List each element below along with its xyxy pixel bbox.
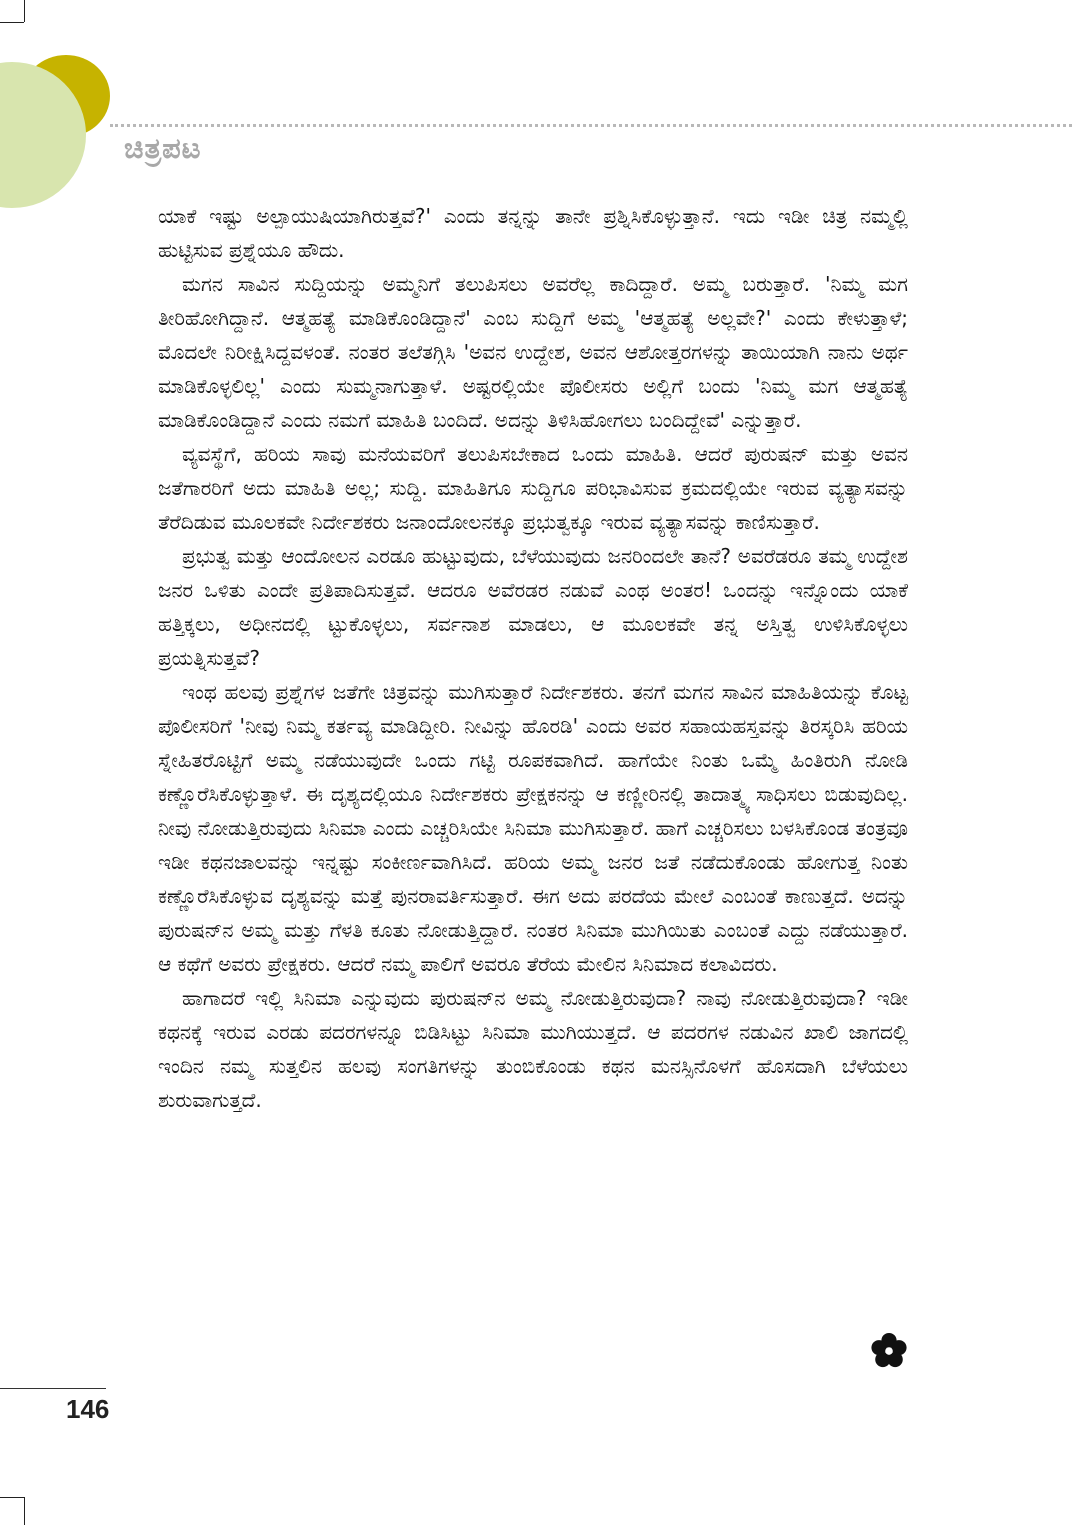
paragraph: ವ್ಯವಸ್ಥೆಗೆ, ಹರಿಯ ಸಾವು ಮನೆಯವರಿಗೆ ತಲುಪಿಸಬೇಕಾದ ಒಂದು ಮಾಹಿತಿ. ಆದರೆ ಪುರುಷನ್ ಮತ್ತು ಅವನ ಜತೆಗಾರರಿಗೆ ಅದು ಮಾಹಿತಿ ಅಲ್ಲ; ಸುದ್ದಿ. ಮಾಹಿತಿಗೂ ಸುದ್ದಿಗೂ ಪರಿಭಾವಿಸುವ ಕ್ರಮದಲ್ಲಿಯೇ ಇರುವ ವ್ಯತ್ಯಾಸವನ್ನು ತೆರೆದಿಡುವ ಮೂಲಕವೇ ನಿರ್ದೇಶಕರು ಜನಾಂದೋಲನಕ್ಕೂ ಪ್ರಭುತ್ವಕ್ಕೂ ಇರುವ ವ್ಯತ್ಯಾಸವನ್ನು ಕಾಣಿಸುತ್ತಾರೆ. [158,442,908,534]
crop-mark-top-left [24,0,25,22]
page-number: 146 [66,1394,110,1424]
section-title: ಚಿತ್ರಪಟ [124,131,202,165]
paragraph: ಯಾಕೆ ಇಷ್ಟು ಅಲ್ಪಾಯುಷಿಯಾಗಿರುತ್ತವೆ?' ಎಂದು ತನ್ನನ್ನು ತಾನೇ ಪ್ರಶ್ನಿಸಿಕೊಳ್ಳುತ್ತಾನೆ. ಇದು ಇಡೀ ಚಿತ್ರ ನಮ್ಮಲ್ಲಿ ಹುಟ್ಟಿಸುವ ಪ್ರಶ್ನೆಯೂ ಹೌದು. [158,204,908,262]
paragraph: ಹಾಗಾದರೆ ಇಲ್ಲಿ ಸಿನಿಮಾ ಎನ್ನುವುದು ಪುರುಷನ್‌ನ ಅಮ್ಮ ನೋಡುತ್ತಿರುವುದಾ? ನಾವು ನೋಡುತ್ತಿರುವುದಾ? ಇಡೀ ಕಥನಕ್ಕೆ ಇರುವ ಎರಡು ಪದರಗಳನ್ನೂ ಬಿಡಿಸಿಟ್ಟು ಸಿನಿಮಾ ಮುಗಿಯುತ್ತದೆ. ಆ ಪದರಗಳ ನಡುವಿನ ಖಾಲಿ ಜಾಗದಲ್ಲಿ ಇಂದಿನ ನಮ್ಮ ಸುತ್ತಲಿನ ಹಲವು ಸಂಗತಿಗಳನ್ನು ತುಂಬಿಕೊಂಡು ಕಥನ ಮನಸ್ಸಿನೊಳಗೆ ಹೊಸದಾಗಿ ಬೆಳೆಯಲು ಶುರುವಾಗುತ್ತದೆ. [158,986,908,1112]
crop-mark-bottom-left-horizontal [0,1497,24,1498]
crop-mark-bottom-left [24,1497,25,1525]
header-dotted-rule [110,124,1072,127]
crop-mark-top-left-horizontal [0,22,24,23]
paragraph: ಮಗನ ಸಾವಿನ ಸುದ್ದಿಯನ್ನು ಅಮ್ಮನಿಗೆ ತಲುಪಿಸಲು ಅವರೆಲ್ಲ ಕಾದಿದ್ದಾರೆ. ಅಮ್ಮ ಬರುತ್ತಾರೆ. 'ನಿಮ್ಮ ಮಗ ತೀರಿಹೋಗಿದ್ದಾನೆ. ಆತ್ಮಹತ್ಯೆ ಮಾಡಿಕೊಂಡಿದ್ದಾನೆ' ಎಂಬ ಸುದ್ದಿಗೆ ಅಮ್ಮ 'ಆತ್ಮಹತ್ಯೆ ಅಲ್ಲವೇ?' ಎಂದು ಕೇಳುತ್ತಾಳೆ; ಮೊದಲೇ ನಿರೀಕ್ಷಿಸಿದ್ದವಳಂತೆ. ನಂತರ ತಲೆತಗ್ಗಿಸಿ 'ಅವನ ಉದ್ದೇಶ, ಅವನ ಆಶೋತ್ತರಗಳನ್ನು ತಾಯಿಯಾಗಿ ನಾನು ಅರ್ಥ ಮಾಡಿಕೊಳ್ಳಲಿಲ್ಲ' ಎಂದು ಸುಮ್ಮನಾಗುತ್ತಾಳೆ. ಅಷ್ಟರಲ್ಲಿಯೇ ಪೊಲೀಸರು ಅಲ್ಲಿಗೆ ಬಂದು 'ನಿಮ್ಮ ಮಗ ಆತ್ಮಹತ್ಯೆ ಮಾಡಿಕೊಂಡಿದ್ದಾನೆ ಎಂದು ನಮಗೆ ಮಾಹಿತಿ ಬಂದಿದೆ. ಅದನ್ನು ತಿಳಿಸಿಹೋಗಲು ಬಂದಿದ್ದೇವೆ' ಎನ್ನುತ್ತಾರೆ. [158,272,908,432]
paragraph: ಇಂಥ ಹಲವು ಪ್ರಶ್ನೆಗಳ ಜತೆಗೇ ಚಿತ್ರವನ್ನು ಮುಗಿಸುತ್ತಾರೆ ನಿರ್ದೇಶಕರು. ತನಗೆ ಮಗನ ಸಾವಿನ ಮಾಹಿತಿಯನ್ನು ಕೊಟ್ಟ ಪೊಲೀಸರಿಗೆ 'ನೀವು ನಿಮ್ಮ ಕರ್ತವ್ಯ ಮಾಡಿದ್ದೀರಿ. ನೀವಿನ್ನು ಹೊರಡಿ' ಎಂದು ಅವರ ಸಹಾಯಹಸ್ತವನ್ನು ತಿರಸ್ಕರಿಸಿ ಹರಿಯ ಸ್ನೇಹಿತರೊಟ್ಟಿಗೆ ಅಮ್ಮ ನಡೆಯುವುದೇ ಒಂದು ಗಟ್ಟಿ ರೂಪಕವಾಗಿದೆ. ಹಾಗೆಯೇ ನಿಂತು ಒಮ್ಮೆ ಹಿಂತಿರುಗಿ ನೋಡಿ ಕಣ್ಣೊರೆಸಿಕೊಳ್ಳುತ್ತಾಳೆ. ಈ ದೃಶ್ಯದಲ್ಲಿಯೂ ನಿರ್ದೇಶಕರು ಪ್ರೇಕ್ಷಕನನ್ನು ಆ ಕಣ್ಣೀರಿನಲ್ಲಿ ತಾದಾತ್ಮ್ಯ ಸಾಧಿಸಲು ಬಿಡುವುದಿಲ್ಲ. ನೀವು ನೋಡುತ್ತಿರುವುದು ಸಿನಿಮಾ ಎಂದು ಎಚ್ಚರಿಸಿಯೇ ಸಿನಿಮಾ ಮುಗಿಸುತ್ತಾರೆ. ಹಾಗೆ ಎಚ್ಚರಿಸಲು ಬಳಸಿಕೊಂಡ ತಂತ್ರವೂ ಇಡೀ ಕಥನಜಾಲವನ್ನು ಇನ್ನಷ್ಟು ಸಂಕೀರ್ಣವಾಗಿಸಿದೆ. ಹರಿಯ ಅಮ್ಮ ಜನರ ಜತೆ ನಡೆದುಕೊಂಡು ಹೋಗುತ್ತ ನಿಂತು ಕಣ್ಣೊರೆಸಿಕೊಳ್ಳುವ ದೃಶ್ಯವನ್ನು ಮತ್ತೆ ಪುನರಾವರ್ತಿಸುತ್ತಾರೆ. ಈಗ ಅದು ಪರದೆಯ ಮೇಲೆ ಎಂಬಂತೆ ಕಾಣುತ್ತದೆ. ಅದನ್ನು ಪುರುಷನ್‌ನ ಅಮ್ಮ ಮತ್ತು ಗೆಳತಿ ಕೂತು ನೋಡುತ್ತಿದ್ದಾರೆ. ನಂತರ ಸಿನಿಮಾ ಮುಗಿಯಿತು ಎಂಬಂತೆ ಎದ್ದು ನಡೆಯುತ್ತಾರೆ. ಆ ಕಥೆಗೆ ಅವರು ಪ್ರೇಕ್ಷಕರು. ಆದರೆ ನಮ್ಮ ಪಾಲಿಗೆ ಅವರೂ ತೆರೆಯ ಮೇಲಿನ ಸಿನಿಮಾದ ಕಲಾವಿದರು. [158,680,908,976]
paragraph: ಪ್ರಭುತ್ವ ಮತ್ತು ಆಂದೋಲನ ಎರಡೂ ಹುಟ್ಟುವುದು, ಬೆಳೆಯುವುದು ಜನರಿಂದಲೇ ತಾನೆ? ಅವರೆಡರೂ ತಮ್ಮ ಉದ್ದೇಶ ಜನರ ಒಳಿತು ಎಂದೇ ಪ್ರತಿಪಾದಿಸುತ್ತವೆ. ಆದರೂ ಅವೆರಡರ ನಡುವೆ ಎಂಥ ಅಂತರ! ಒಂದನ್ನು ಇನ್ನೊಂದು ಯಾಕೆ ಹತ್ತಿಕ್ಕಲು, ಅಧೀನದಲ್ಲಿ ಟ್ಟುಕೊಳ್ಳಲು, ಸರ್ವನಾಶ ಮಾಡಲು, ಆ ಮೂಲಕವೇ ತನ್ನ ಅಸ್ತಿತ್ವ ಉಳಿಸಿಕೊಳ್ಳಲು ಪ್ರಯತ್ನಿಸುತ್ತವೆ? [158,544,908,670]
footer-rule [0,1388,106,1389]
flower-end-ornament-icon [870,1332,908,1370]
article-body [158,199,908,1117]
